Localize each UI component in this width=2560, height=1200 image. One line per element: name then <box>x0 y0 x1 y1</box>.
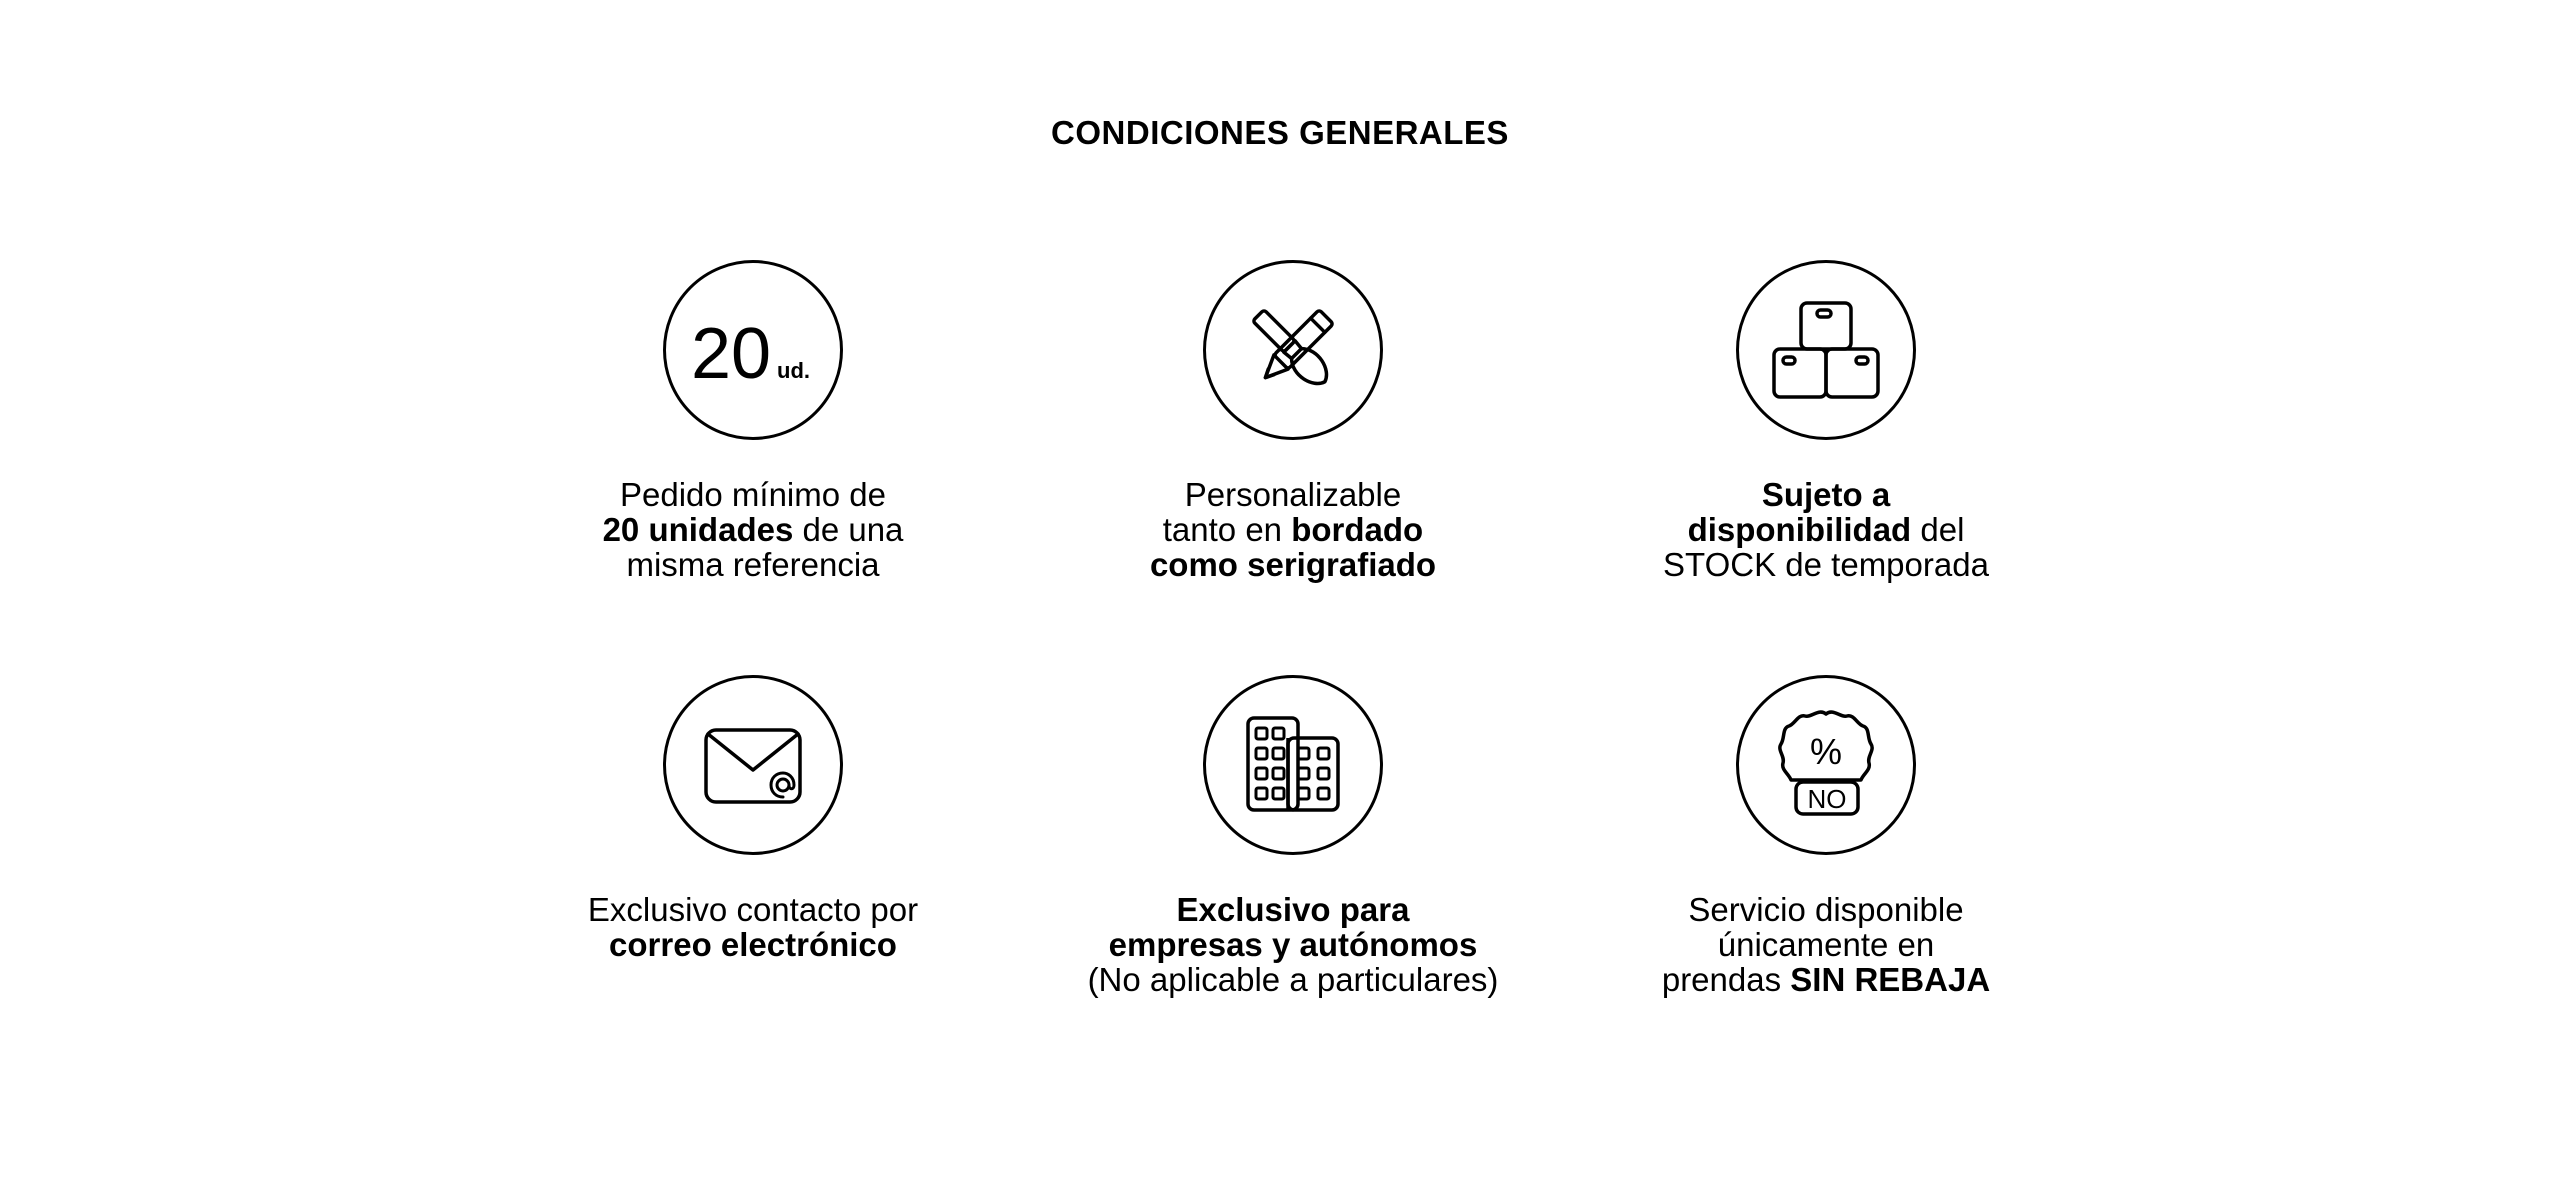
caption-bold: empresas y autónomos <box>1108 926 1478 963</box>
caption-bold: 20 unidades <box>602 511 794 548</box>
icon-label: NO <box>1807 784 1847 814</box>
feature-email <box>533 675 973 962</box>
caption-bold: correo electrónico <box>609 926 897 963</box>
caption-line <box>1088 927 1499 962</box>
feature-availability-caption <box>1663 477 1989 582</box>
caption-line <box>1662 962 1990 997</box>
caption-line <box>1663 512 1989 547</box>
buildings-icon <box>1203 675 1383 855</box>
caption-line: Personalizable <box>1184 476 1402 513</box>
caption-text: prendas <box>1661 961 1791 998</box>
feature-availability <box>1606 260 2046 582</box>
caption-bold: Exclusivo para <box>1176 891 1410 928</box>
boxes-stock-icon <box>1736 260 1916 440</box>
caption-bold: Sujeto a <box>1761 476 1891 513</box>
feature-no-discount <box>1606 675 2046 997</box>
feature-customizable-caption <box>1150 477 1436 582</box>
quantity-20-ud-icon <box>663 260 843 440</box>
caption-line: STOCK de temporada <box>1663 546 1989 583</box>
caption-line: Exclusivo contacto por <box>587 891 919 928</box>
no-discount-badge-icon <box>1736 675 1916 855</box>
caption-line: únicamente en <box>1717 926 1935 963</box>
caption-line <box>1088 892 1499 927</box>
icon-unit: ud. <box>777 358 810 383</box>
envelope-at-icon <box>663 675 843 855</box>
caption-text: del <box>1911 511 1965 548</box>
icon-symbol: % <box>1809 731 1843 772</box>
caption-line <box>1150 547 1436 582</box>
caption-line <box>1150 512 1436 547</box>
icon-number: 20 <box>691 314 772 394</box>
feature-customizable <box>1073 260 1513 582</box>
caption-line: Pedido mínimo de <box>620 476 886 513</box>
feature-business <box>1073 675 1513 997</box>
caption-bold: bordado <box>1291 511 1424 548</box>
caption-line: misma referencia <box>626 546 880 583</box>
feature-business-caption <box>1088 892 1499 997</box>
caption-line <box>603 512 904 547</box>
feature-no-discount-caption <box>1662 892 1990 997</box>
feature-email-caption <box>588 892 918 962</box>
caption-text: de una <box>793 511 904 548</box>
caption-bold: SIN REBAJA <box>1790 961 1991 998</box>
caption-line: (No aplicable a particulares) <box>1087 961 1499 998</box>
caption-line <box>1663 477 1989 512</box>
pencil-brush-icon <box>1203 260 1383 440</box>
feature-min-order <box>533 260 973 582</box>
caption-line: Servicio disponible <box>1688 891 1964 928</box>
caption-bold: disponibilidad <box>1687 511 1912 548</box>
caption-bold: como serigrafiado <box>1149 546 1437 583</box>
page-title: CONDICIONES GENERALES <box>1051 114 1509 151</box>
caption-text: tanto en <box>1162 511 1292 548</box>
caption-line <box>588 927 918 962</box>
feature-min-order-caption <box>603 477 904 582</box>
